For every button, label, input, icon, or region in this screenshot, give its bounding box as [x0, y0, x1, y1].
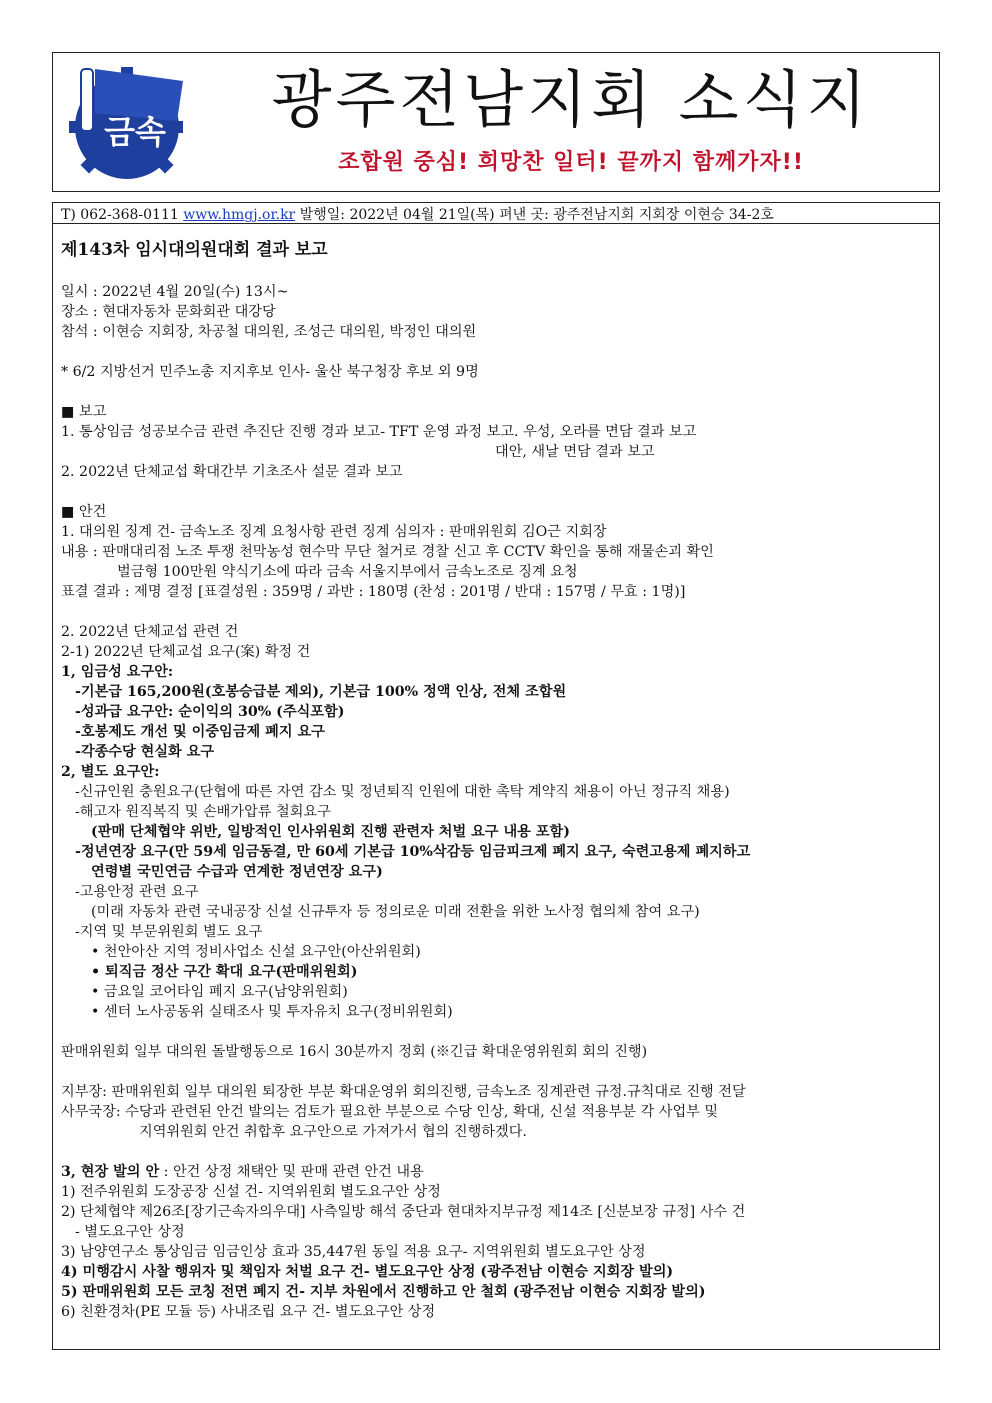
- separate-demand-item: -지역 및 부문위원회 별도 요구: [75, 924, 263, 940]
- newsletter-title: 광주전남지회 소식지: [271, 63, 871, 136]
- branch-head-statement: 지부장: 판매위원회 일부 대의원 퇴장한 부분 확대운영위 회의진행, 금속노조 징계관련 규정.규칙대로 진행 전달: [61, 1084, 746, 1100]
- agenda-item-2: 2. 2022년 단체교섭 관련 건: [61, 624, 239, 640]
- committee-demand-item: • 천안아산 지역 정비사업소 신설 요구안(아산위원회): [91, 944, 421, 960]
- field-proposal-item: 4) 미행감시 사찰 행위자 및 책임자 처벌 요구 건- 별도요구안 상정 (광주전남 이현승 지회장 발의): [61, 1264, 674, 1280]
- meta-attendees: 참석 : 이현승 지회장, 차공철 대의원, 조성근 대의원, 박정인 대의원: [61, 324, 477, 340]
- article-body: [52, 224, 940, 1350]
- meta-date: 일시 : 2022년 4월 20일(수) 13시~: [61, 284, 289, 300]
- wage-demand-item: -성과급 요구안: 순이익의 30% (주식포함): [75, 704, 345, 720]
- field-proposals-title: 3, 현장 발의 안: [61, 1164, 160, 1180]
- separate-demand-item-cont: (미래 자동차 관련 국내공장 신설 신규투자 등 정의로운 미래 전환을 위한 노사정 협의체 참여 요구): [91, 904, 700, 920]
- agenda-item-1-content-cont: 벌금형 100만원 약식기소에 따라 금속 서울지부에서 금속노조로 징계 요청: [117, 564, 578, 580]
- report-item-2: 2. 2022년 단체교섭 확대간부 기초조사 설문 결과 보고: [61, 464, 403, 480]
- separate-demand-item-cont: (판매 단체협약 위반, 일방적인 인사위원회 진행 관련자 처벌 요구 내용 포함): [91, 824, 570, 840]
- phone: T) 062-368-0111: [61, 207, 179, 223]
- agenda-item-2-1: 2-1) 2022년 단체교섭 요구(案) 확정 건: [61, 644, 311, 660]
- agenda-item-1-vote: 표결 결과 : 제명 결정 [표결성원 : 359명 / 과반 : 180명 (찬성 : 201명 / 반대 : 157명 / 무효 : 1명)]: [61, 584, 686, 600]
- wage-demand-item: -기본급 165,200원(호봉승급분 제외), 기본급 100% 정액 인상, 전체 조합원: [75, 684, 567, 700]
- report-item-1: 1. 통상임금 성공보수금 관련 추진단 진행 경과 보고- TFT 운영 과정 보고. 우성, 오라를 면담 결과 보고: [61, 424, 697, 440]
- separate-demand-item: -정년연장 요구(만 59세 임금동결, 만 60세 기본급 10%삭감등 임금피크제 폐지 요구, 숙련고용제 폐지하고: [75, 844, 751, 860]
- committee-demand-item: • 금요일 코어타임 폐지 요구(남양위원회): [91, 984, 348, 1000]
- adjournment-note: 판매위원회 일부 대의원 돌발행동으로 16시 30분까지 정회 (※긴급 확대운영위원회 회의 진행): [61, 1044, 648, 1060]
- union-logo: [65, 61, 195, 185]
- field-proposal-item: 5) 판매위원회 모든 코칭 전면 폐지 건- 지부 차원에서 진행하고 안 철회 (광주전남 이현승 지회장 발의): [61, 1284, 706, 1300]
- committee-demand-item: • 퇴직금 정산 구간 확대 요구(판매위원회): [91, 964, 358, 980]
- logo-text: 금속: [104, 113, 166, 151]
- separate-demand-item-cont: 연령별 국민연금 수급과 연계한 정년연장 요구): [91, 864, 383, 880]
- agenda-item-1: 1. 대의원 징계 건- 금속노조 징계 요청사항 관련 징계 심의자 : 판매위원회 김O근 지회장: [61, 524, 607, 540]
- field-proposal-item: 2) 단체협약 제26조[장기근속자의우대] 사측일방 해석 중단과 현대차지부규정 제14조 [신분보장 규정] 사수 건: [61, 1204, 746, 1220]
- slogan: 조합원 중심! 희망찬 일터! 끝까지 함께가자!!: [338, 150, 804, 175]
- wage-demand-item: -각종수당 현실화 요구: [75, 744, 215, 760]
- field-proposal-item: 1) 전주위원회 도장공장 신설 건- 지역위원회 별도요구안 상정: [61, 1184, 441, 1200]
- publish-details: 발행일: 2022년 04월 21일(목) 펴낸 곳: 광주전남지회 지회장 이현승 34-2호: [295, 207, 774, 223]
- agenda-item-1-content: 내용 : 판매대리점 노조 투쟁 천막농성 현수막 무단 철거로 경찰 신고 후 CCTV 확인을 통해 재물손괴 확인: [61, 544, 714, 560]
- agenda-heading: ■ 안건: [61, 504, 107, 520]
- website-link[interactable]: www.hmgj.or.kr: [183, 207, 296, 223]
- secretary-statement: 사무국장: 수당과 관련된 안건 발의는 검토가 필요한 부분으로 수당 인상, 확대, 신설 적용부분 각 사업부 및: [61, 1104, 719, 1120]
- field-proposals-heading: [61, 1162, 933, 1182]
- field-proposals-desc: : 안건 상정 채택안 및 판매 관련 안건 내용: [159, 1164, 424, 1180]
- separate-demand-item: -해고자 원직복직 및 손배가압류 철회요구: [75, 804, 331, 820]
- separate-demand-item: -고용안정 관련 요구: [75, 884, 199, 900]
- field-proposal-item-cont: - 별도요구안 상정: [75, 1224, 185, 1240]
- field-proposal-item: 6) 친환경차(PE 모듈 등) 사내조립 요구 건- 별도요구안 상정: [61, 1304, 436, 1320]
- report-heading: ■ 보고: [61, 404, 107, 420]
- masthead: [52, 52, 940, 192]
- secretary-statement-cont: 지역위원회 안건 취합후 요구안으로 가져가서 협의 진행하겠다.: [139, 1124, 527, 1140]
- meta-place: 장소 : 현대자동차 문화회관 대강당: [61, 304, 276, 320]
- report-item-1-cont: 대안, 새날 면담 결과 보고: [495, 444, 655, 460]
- publication-info-bar: [52, 202, 940, 224]
- field-proposal-item: 3) 남양연구소 통상임금 임금인상 효과 35,447원 동일 적용 요구- 지역위원회 별도요구안 상정: [61, 1244, 646, 1260]
- separate-demand-item: -신규인원 충원요구(단협에 따른 자연 감소 및 정년퇴직 인원에 대한 촉탁 계약직 채용이 아닌 정규직 채용): [75, 784, 730, 800]
- article-title: 제143차 임시대의원대회 결과 보고: [61, 240, 328, 260]
- committee-demand-item: • 센터 노사공동위 실태조사 및 투자유치 요구(정비위원회): [91, 1004, 453, 1020]
- wage-demands-heading: 1, 임금성 요구안:: [61, 664, 174, 680]
- publication-info: [61, 204, 774, 224]
- wage-demand-item: -호봉제도 개선 및 이중임금제 폐지 요구: [75, 724, 325, 740]
- greeting-note: * 6/2 지방선거 민주노총 지지후보 인사- 울산 북구청장 후보 외 9명: [61, 364, 479, 380]
- separate-demands-heading: 2, 별도 요구안:: [61, 764, 160, 780]
